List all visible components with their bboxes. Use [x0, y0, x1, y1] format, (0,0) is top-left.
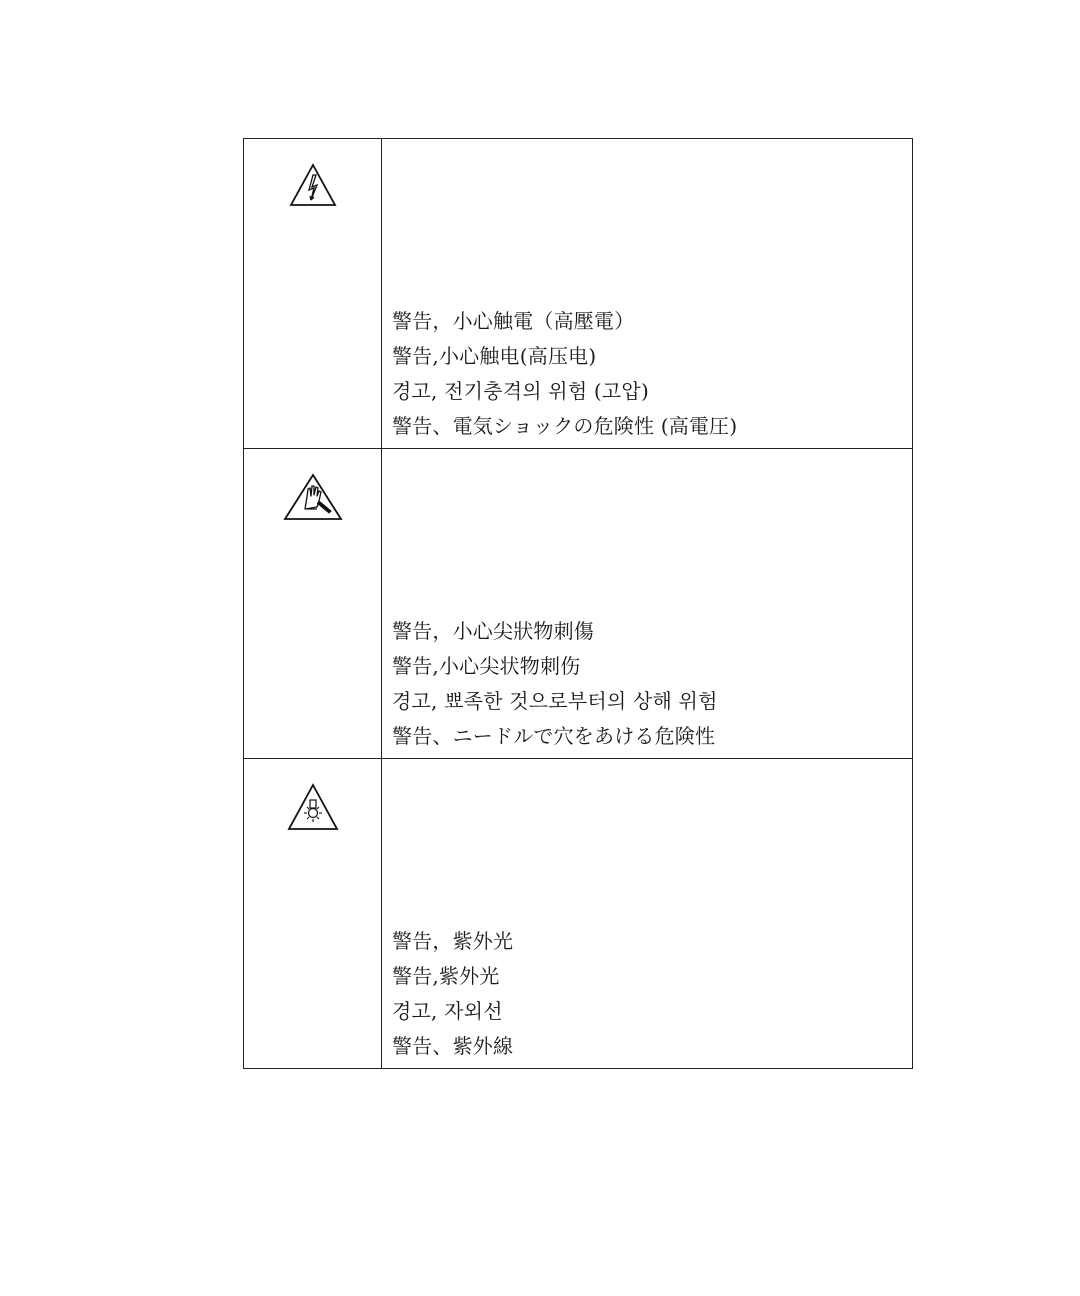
warning-text-cell	[382, 139, 913, 449]
warning-text-cell	[382, 759, 913, 1069]
warning-text-japanese: 警告、紫外線	[392, 1034, 514, 1058]
warning-text-korean: 경고, 뾰족한 것으로부터의 상해 위험	[392, 689, 718, 713]
warning-text-japanese: 警告、電気ショックの危険性 (高電圧)	[392, 414, 738, 438]
warning-text-simplified-chinese: 警告,小心触电(高压电)	[392, 344, 597, 368]
warning-text-simplified-chinese: 警告,小心尖状物刺伤	[392, 654, 581, 678]
warning-text-traditional-chinese: 警告，小心尖狀物刺傷	[392, 619, 594, 643]
electric-shock-icon	[289, 163, 337, 207]
uv-light-hazard-icon	[287, 783, 339, 831]
icon-cell	[244, 759, 382, 1069]
warning-text-simplified-chinese: 警告,紫外光	[392, 964, 500, 988]
icon-cell	[244, 139, 382, 449]
warning-symbols-table	[243, 138, 913, 1069]
warning-text-traditional-chinese: 警告，小心触電（高壓電）	[392, 309, 635, 333]
warning-row-sharp-object	[244, 449, 913, 759]
warning-text-japanese: 警告、ニードルで穴をあける危険性	[392, 724, 716, 748]
warning-row-uv-light	[244, 759, 913, 1069]
warning-text-cell	[382, 449, 913, 759]
icon-cell	[244, 449, 382, 759]
warning-text-korean: 경고, 전기충격의 위험 (고압)	[392, 379, 649, 403]
warning-text-korean: 경고, 자외선	[392, 999, 503, 1023]
warning-row-electric-shock	[244, 139, 913, 449]
sharp-object-hazard-icon	[283, 473, 343, 521]
warning-text-traditional-chinese: 警告，紫外光	[392, 929, 514, 953]
